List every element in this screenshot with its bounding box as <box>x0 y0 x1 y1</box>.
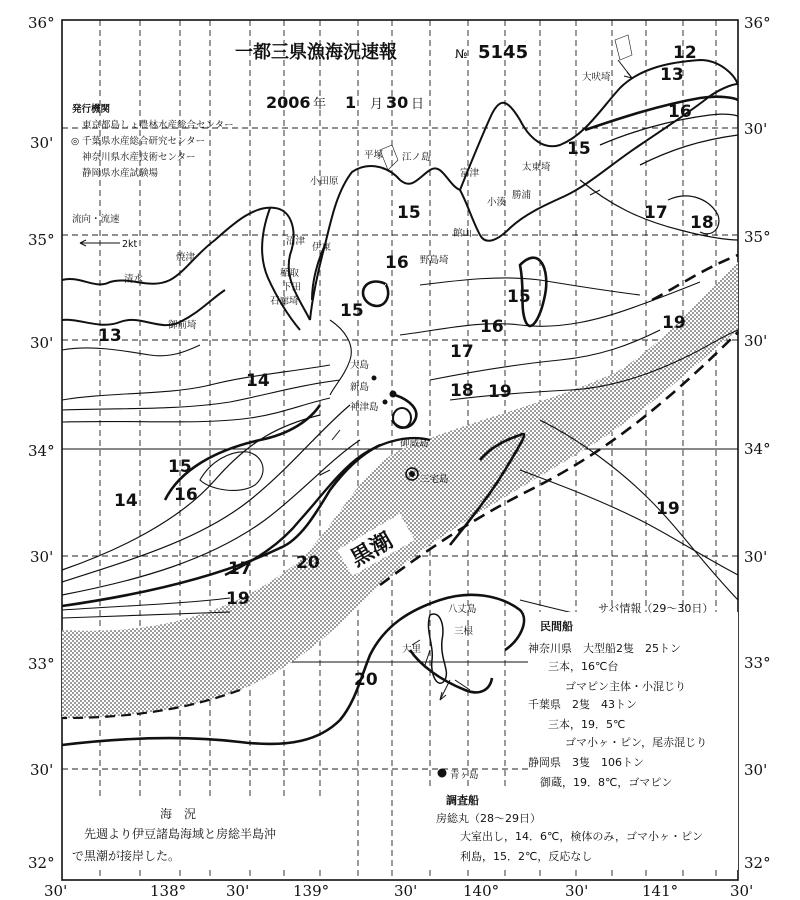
place-label: 下田 <box>282 282 302 293</box>
lat-tick-left: 30' <box>30 548 54 566</box>
issuer-item: 神奈川県水産技術センター <box>82 152 196 163</box>
place-label: 焼津 <box>176 252 196 263</box>
issuer-item: 東京都島しょ農林水産総合センター <box>82 120 234 131</box>
isotherm-label: 19 <box>656 499 680 519</box>
place-label: 野島埼 <box>420 255 449 266</box>
isotherm-label: 16 <box>385 253 409 273</box>
ocean-line: で黒潮が接岸した。 <box>72 849 181 863</box>
isotherm-label: 12 <box>673 43 697 63</box>
place-label: 館山 <box>453 228 473 239</box>
place-label: 御前埼 <box>168 320 197 331</box>
place-label: 三宅島 <box>420 474 449 485</box>
place-label: 八丈島 <box>448 604 477 615</box>
issuers-heading: 発行機関 <box>72 104 111 115</box>
lat-tick-right: 30' <box>744 761 768 779</box>
saba-info <box>528 601 738 802</box>
kuroshio-label: 黒潮 <box>346 528 398 572</box>
current-legend <box>72 213 138 250</box>
ocean-line: 先週より伊豆諸島海域と房総半島沖 <box>84 827 277 841</box>
lon-ticks-bottom <box>44 882 753 900</box>
issuer-marker: ◎ <box>71 136 80 147</box>
issuer-item: 千葉県水産総合研究センター <box>82 136 206 147</box>
lat-tick-right: 30' <box>744 332 768 350</box>
isotherm-label: 19 <box>226 589 250 609</box>
isotherm-label: 15 <box>507 287 531 307</box>
ocean-heading: 海 況 <box>160 807 197 821</box>
current-legend-label: 流向・流速 <box>72 214 120 225</box>
place-label: 新島 <box>350 382 370 393</box>
isotherm-label: 15 <box>397 203 421 223</box>
saba-heading: サバ情報（29～30日） <box>598 602 714 615</box>
saba-line: 三本，19．5℃ <box>548 718 626 731</box>
isotherm-label: 15 <box>567 139 591 159</box>
lon-tick: 30' <box>394 882 418 900</box>
place-label: 江ノ島 <box>402 152 431 163</box>
lat-tick-right: 35° <box>744 228 771 246</box>
date-day: 30 <box>386 93 409 112</box>
lon-tick: 30' <box>565 882 589 900</box>
lat-ticks-left <box>28 14 55 872</box>
issuer-item: 静岡県水産試験場 <box>82 168 159 179</box>
isotherm-label: 19 <box>488 382 512 402</box>
place-label: 小田原 <box>310 176 339 187</box>
lon-tick: 30' <box>44 882 68 900</box>
saba-line: ゴマピン主体・小混じり <box>565 680 686 693</box>
lat-tick-left: 35° <box>28 231 55 249</box>
survey-heading: 調査船 <box>446 794 479 807</box>
saba-line: 三本，16℃台 <box>548 660 619 673</box>
lat-tick-right: 33° <box>744 654 771 672</box>
lat-tick-left: 33° <box>28 655 55 673</box>
place-label: 石廊埼 <box>270 296 299 307</box>
lon-tick: 140° <box>463 882 500 900</box>
bulletin-title: 一都三県漁海況速報 <box>235 42 397 63</box>
isotherm-label: 19 <box>662 313 686 333</box>
lon-tick: 141° <box>642 882 679 900</box>
lat-tick-left: 30' <box>30 134 54 152</box>
place-label: 太東埼 <box>522 162 551 173</box>
date-month-unit: 月 <box>370 97 384 112</box>
isotherm-label: 20 <box>354 670 378 690</box>
lat-tick-left: 30' <box>30 334 54 352</box>
survey-line: 利島，15．2℃，反応なし <box>460 850 593 863</box>
date-day-unit: 日 <box>411 97 425 112</box>
isotherm-label: 13 <box>98 326 122 346</box>
isotherm-label: 16 <box>480 317 504 337</box>
lon-tick: 139° <box>293 882 330 900</box>
lat-tick-left: 34° <box>28 442 55 460</box>
place-label: 富津 <box>460 168 480 179</box>
bulletin-number: 5145 <box>478 42 529 63</box>
lat-tick-right: 32° <box>744 854 771 872</box>
lat-tick-right: 30' <box>744 548 768 566</box>
lon-tick: 30' <box>730 882 754 900</box>
place-label: 平塚 <box>364 150 384 161</box>
survey-ship: 房総丸（28～29日） <box>436 812 541 825</box>
lat-tick-right: 34° <box>744 440 771 458</box>
lat-tick-left: 32° <box>28 854 55 872</box>
issuers <box>71 103 234 179</box>
isotherm-label: 14 <box>246 371 270 391</box>
place-label: 神津島 <box>350 402 379 413</box>
lat-tick-left: 30' <box>30 761 54 779</box>
lat-ticks-right <box>744 14 771 872</box>
isotherm-label: 20 <box>296 553 320 573</box>
header <box>235 41 528 112</box>
place-label: 三根 <box>454 626 474 637</box>
isotherm-label: 16 <box>668 102 692 122</box>
saba-line: 神奈川県 大型船2隻 25トン <box>528 642 681 655</box>
saba-line: 御蔵，19．8℃，ゴマピン <box>540 776 673 789</box>
isotherm-label: 17 <box>228 559 252 579</box>
date-year-unit: 年 <box>313 97 327 112</box>
place-label: 清水 <box>124 274 144 285</box>
private-ships-heading: 民間船 <box>540 620 573 633</box>
survey-line: 大室出し，14．6℃，検体のみ，ゴマ小ヶ・ピン <box>460 830 704 843</box>
place-label: 青ヶ島 <box>450 770 479 781</box>
isotherm-label: 17 <box>644 203 668 223</box>
place-label: 伊東 <box>312 242 332 253</box>
lon-tick: 30' <box>226 882 250 900</box>
number-label: № <box>455 47 468 61</box>
saba-line: 静岡県 3隻 106トン <box>528 756 644 769</box>
place-label: 小湊 <box>487 197 507 208</box>
isotherm-label: 16 <box>174 485 198 505</box>
lat-tick-right: 36° <box>744 14 771 32</box>
isotherm-label: 15 <box>168 457 192 477</box>
survey-info <box>418 790 738 870</box>
place-label: 大里 <box>402 644 422 655</box>
date-month: 1 <box>345 93 357 112</box>
isotherm-label: 18 <box>690 213 714 233</box>
saba-line: ゴマ小ヶ・ピン，尾赤混じり <box>565 736 708 749</box>
place-label: 大島 <box>350 360 370 371</box>
place-label: 勝浦 <box>512 190 532 201</box>
lat-tick-left: 36° <box>28 14 55 32</box>
place-label: 大吠埼 <box>582 72 611 83</box>
lon-tick: 138° <box>150 882 187 900</box>
place-label: 稲取 <box>280 268 300 279</box>
isotherm-label: 13 <box>660 65 684 85</box>
ocean-conditions <box>70 800 330 870</box>
current-legend-value: 2kt <box>122 239 138 250</box>
isotherm-label: 17 <box>450 342 474 362</box>
isotherm-label: 18 <box>450 381 474 401</box>
lat-tick-right: 30' <box>744 120 768 138</box>
isotherm-label: 15 <box>340 301 364 321</box>
isotherm-label: 14 <box>114 491 138 511</box>
date-year: 2006 <box>266 93 311 112</box>
place-label: 沼津 <box>286 236 306 247</box>
place-label: 御蔵島 <box>400 438 429 449</box>
saba-line: 千葉県 2隻 43トン <box>528 698 637 711</box>
